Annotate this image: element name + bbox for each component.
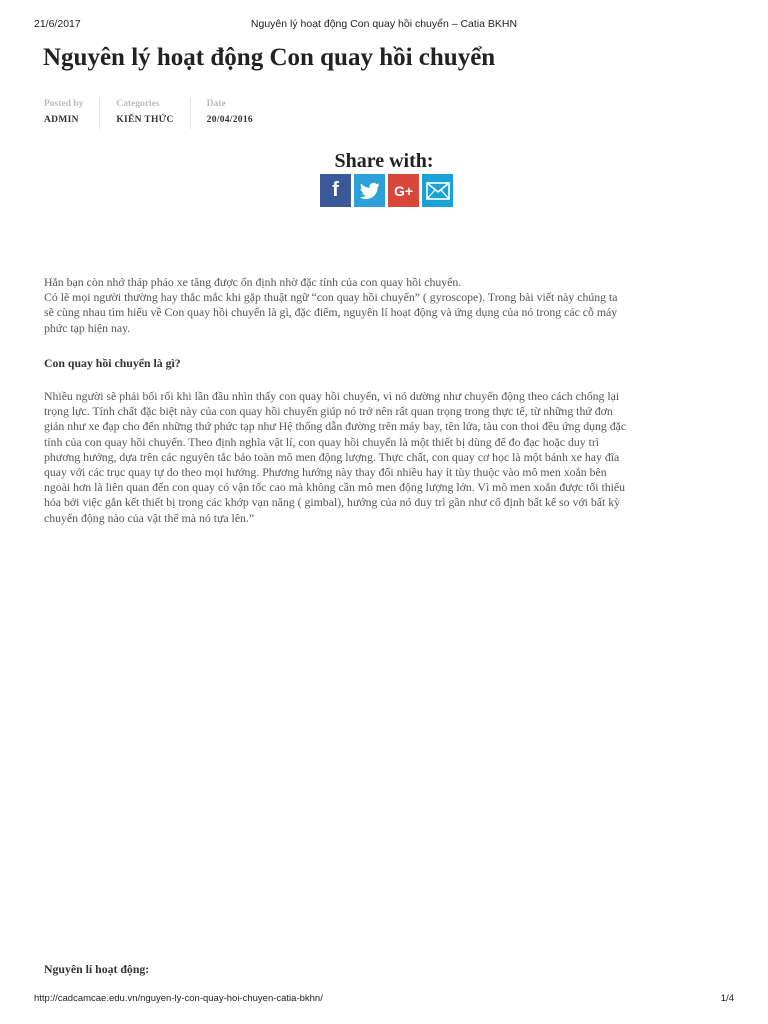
text-line: ngoài hơn là liên quan đến con quay có vận tốc cao mà không cần mô men động lượng lớn. Vì mô men xoắn được tối thiểu xyxy=(44,480,626,495)
text-line: Có lẽ mọi người thường hay thắc mắc khi gặp thuật ngữ “con quay hồi chuyển” ( gyroscope). Trong bài viết này chúng ta xyxy=(44,290,618,305)
body-paragraph xyxy=(44,389,728,526)
text-line: phức tạp hiện nay. xyxy=(44,320,131,335)
print-url[interactable]: http://cadcamcae.edu.vn/nguyen-ly-con-quay-hoi-chuyen-catia-bkhn/ xyxy=(34,993,323,1004)
print-page-title: Nguyên lý hoạt động Con quay hồi chuyển – Catia BKHN xyxy=(250,18,518,30)
facebook-icon: f xyxy=(332,179,339,201)
meta-divider xyxy=(190,97,191,129)
text-line: phương hướng, dựa trên các nguyên tắc bảo toàn mô men động lượng. Thực chất, con quay cơ học là một bánh xe hay đĩa xyxy=(44,449,620,464)
envelope-icon xyxy=(426,182,450,200)
text-line: giản như xe đạp cho đến những thứ phức tạp như Hệ thống dẫn đường trên máy bay, tên lửa, tàu con thoi đều ứng dụng đặc xyxy=(44,419,627,434)
text-line: Hẳn bạn còn nhớ tháp pháo xe tăng được ổn định nhờ đặc tính của con quay hồi chuyển. xyxy=(44,275,462,289)
twitter-share-button[interactable] xyxy=(354,174,385,207)
meta-date-label: Date xyxy=(206,99,226,109)
google-plus-icon: G+ xyxy=(393,182,414,199)
print-header xyxy=(0,0,768,30)
text-line: quay với các trục quay tự do theo mọi hướng. Phương hướng này thay đổi nhiều hay ít tùy thuộc vào mô men xoắn bên xyxy=(44,465,607,480)
meta-author xyxy=(44,97,83,129)
meta-category-label: Categories xyxy=(116,99,160,109)
share-title: Share with: xyxy=(334,150,434,172)
email-share-button[interactable] xyxy=(422,174,453,207)
meta-date xyxy=(207,97,253,129)
post-meta xyxy=(44,97,253,129)
text-line: Nhiều người sẽ phải bối rối khi lần đầu nhìn thấy con quay hồi chuyển, vì nó dường như chuyển động theo cách chống lại xyxy=(44,389,620,403)
text-line: trọng lực. Tính chất đặc biệt này của con quay hồi chuyển giúp nó trở nên rất quan trọng trong thực tế, từ những thứ đơn xyxy=(44,404,613,419)
section-heading: Nguyên lí hoạt động: xyxy=(44,962,150,976)
meta-category-value[interactable]: KIẾN THỨC xyxy=(116,115,174,125)
text-line: tính của con quay hồi chuyển. Theo định nghĩa vật lí, con quay hồi chuyển là một thiết bị dùng để đo đạc hoặc duy trì xyxy=(44,434,600,449)
section-heading: Con quay hồi chuyển là gì? xyxy=(44,356,181,370)
meta-author-value[interactable]: ADMIN xyxy=(44,115,79,125)
google-plus-share-button[interactable] xyxy=(388,174,419,207)
meta-category xyxy=(116,97,173,129)
meta-author-label: Posted by xyxy=(44,99,84,109)
facebook-share-button[interactable] xyxy=(320,174,351,207)
print-date: 21/6/2017 xyxy=(34,18,81,30)
meta-date-value: 20/04/2016 xyxy=(206,115,253,125)
article-title: Nguyên lý hoạt động Con quay hồi chuyển xyxy=(43,44,496,71)
meta-divider xyxy=(99,97,100,129)
page-number: 1/4 xyxy=(720,993,734,1004)
share-buttons xyxy=(320,174,453,207)
text-line: hóa bởi việc gắn kết thiết bị trong các khớp vạn năng ( gimbal), hướng của nó duy trì gần như cố định bất kể so với bất kỳ xyxy=(44,495,621,510)
intro-paragraph xyxy=(44,275,726,336)
text-line: sẽ cùng nhau tìm hiểu về Con quay hồi chuyển là gì, đặc điểm, nguyên lí hoạt động và ứng dụng của nó trong các cỗ máy xyxy=(44,305,618,320)
twitter-icon xyxy=(360,182,380,200)
text-line: chuyển động nào của vật thể mà nó tựa lên.” xyxy=(44,510,255,525)
